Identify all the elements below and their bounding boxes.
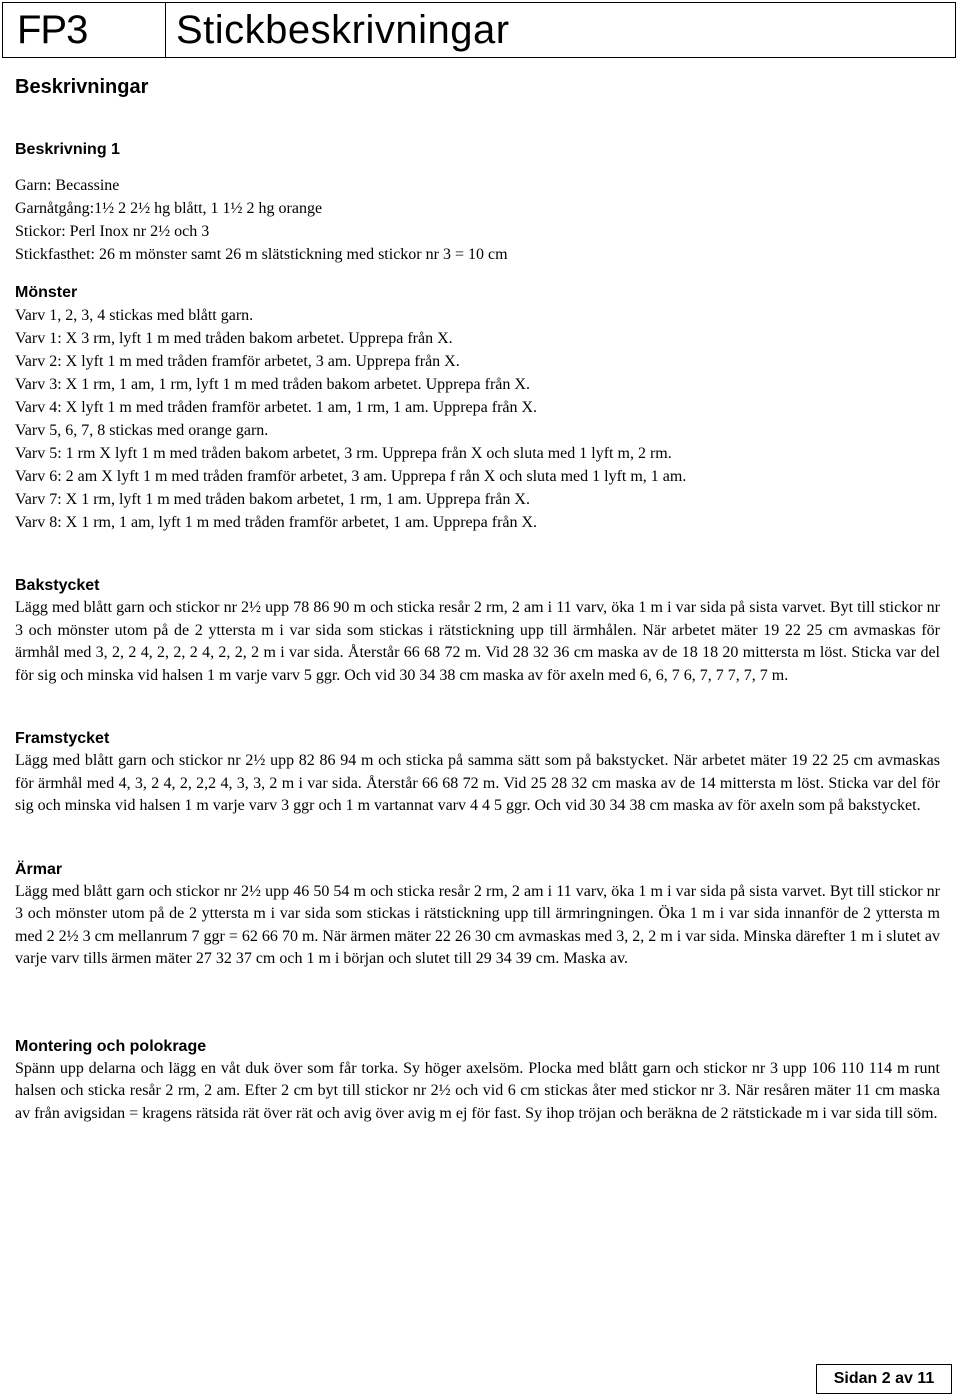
monster-lines bbox=[15, 304, 940, 534]
monster-line: Varv 2: X lyft 1 m med tråden framför arbetet, 3 am. Upprepa från X. bbox=[15, 353, 460, 370]
section-title-monster: Mönster bbox=[15, 284, 78, 301]
framstycket-text: Lägg med blått garn och stickor nr 2½ upp 82 86 94 m och sticka på samma sätt som på bakstycket. När arbetet mäter 19 22 25 cm avmaskas för ärmhål med 4, 3, 2 4, 2, 2,2 4, 3, 3, 2 m i var sida. Återstår 66 68 72 m. Vid 25 28 32 cm maska av de 14 mittersta m löst. Sticka var del för sig och minska vid halsen 1 m varje varv 3 ggr och 1 m vartannat varv 4 4 5 ggr. Och vid 30 34 38 cm maska av för axeln som på bakstycket. bbox=[15, 752, 940, 814]
beskrivning-line: Stickfasthet: 26 m mönster samt 26 m slätstickning med stickor nr 3 = 10 cm bbox=[15, 246, 508, 263]
section-title-beskrivning: Beskrivning 1 bbox=[15, 141, 120, 158]
monster-line: Varv 3: X 1 rm, 1 am, 1 rm, lyft 1 m med tråden bakom arbetet. Upprepa från X. bbox=[15, 376, 530, 393]
beskrivning-line: Garnåtgång:1½ 2 2½ hg blått, 1 1½ 2 hg orange bbox=[15, 200, 323, 217]
beskrivning-lines bbox=[15, 174, 940, 266]
beskrivning-line: Garn: Becassine bbox=[15, 177, 120, 194]
section-title-armar: Ärmar bbox=[15, 860, 63, 878]
beskrivning-line: Stickor: Perl Inox nr 2½ och 3 bbox=[15, 223, 210, 240]
monster-line: Varv 5, 6, 7, 8 stickas med orange garn. bbox=[15, 422, 269, 439]
section-title-bakstycket: Bakstycket bbox=[15, 577, 100, 594]
monster-line: Varv 4: X lyft 1 m med tråden framför arbetet. 1 am, 1 rm, 1 am. Upprepa från X. bbox=[15, 399, 538, 416]
section-title-montering: Montering och polokrage bbox=[15, 1037, 207, 1055]
monster-line: Varv 6: 2 am X lyft 1 m med tråden framför arbetet, 3 am. Upprepa f rån X och sluta med 1 lyft m, 1 am. bbox=[15, 468, 687, 485]
main-heading: Beskrivningar bbox=[15, 76, 149, 98]
document-code: FP3 bbox=[3, 3, 166, 57]
monster-line: Varv 1, 2, 3, 4 stickas med blått garn. bbox=[15, 307, 254, 324]
content bbox=[15, 138, 940, 1125]
section-title-framstycket: Framstycket bbox=[15, 730, 110, 747]
montering-text: Spänn upp delarna och lägg en våt duk över som får torka. Sy höger axelsöm. Plocka med blått garn och stickor nr 3 upp 106 110 114 m runt halsen och sticka resår 2 rm, 2 am. Efter 2 cm byt till stickor nr 2½ och vid 6 cm stickas åter med stickor nr 3. När resåren mäter 11 cm maska av från avigsidan = kragens rätsida rät över rät och avig över avig m ej för fast. Sy ihop tröjan och beräkna de 2 rätstickade m i var sida till söm. bbox=[15, 1059, 940, 1122]
monster-line: Varv 7: X 1 rm, lyft 1 m med tråden bakom arbetet, 1 rm, 1 am. Upprepa från X. bbox=[15, 491, 530, 508]
monster-line: Varv 5: 1 rm X lyft 1 m med tråden bakom arbetet, 3 rm. Upprepa från X och sluta med 1 lyft m, 2 rm. bbox=[15, 445, 672, 462]
monster-line: Varv 8: X 1 rm, 1 am, lyft 1 m med tråden framför arbetet, 1 am. Upprepa från X. bbox=[15, 514, 538, 531]
page-header bbox=[2, 2, 956, 58]
document-title: Stickbeskrivningar bbox=[176, 8, 510, 52]
bakstycket-text: Lägg med blått garn och stickor nr 2½ upp 78 86 90 m och sticka resår 2 rm, 2 am i 11 varv, öka 1 m i var sida på sista varvet. Byt till stickor nr 3 och mönster utom på de 2 yttersta m i var sida som stickas i rätstickning upp till ärmhålen. När arbetet mäter 19 22 25 cm avmaskas för ärmhål med 3, 2, 2 4, 2, 2, 2 4, 2, 2, 2 m i var sida. Återstår 66 68 72 m. Vid 28 32 36 cm maska av de 18 18 20 mittersta m löst. Sticka var del för sig och minska vid halsen 1 m varje varv 5 ggr. Och vid 30 34 38 cm maska av för axeln med 6, 6, 7 6, 7, 7 7, 7, 7 m. bbox=[15, 599, 940, 684]
armar-text: Lägg med blått garn och stickor nr 2½ upp 46 50 54 m och sticka resår 2 rm, 2 am i 11 varv, öka 1 m i var sida på sista varvet. Byt till stickor nr 3 och mönster utom på de 2 yttersta m i var sida som stickas i rätstickning upp till ärmringningen. Öka 1 m i var sida innanför de 2 yttersta m med 2 2½ 3 cm mellanrum 7 ggr = 62 66 70 m. När ärmen mäter 22 26 30 cm avmaskas med 3, 2, 2 m i var sida. Minska därefter 1 m i slutet av varje varv tills ärmen mäter 27 32 37 cm och 1 m i början och slutet till 29 34 39 cm. Maska av. bbox=[15, 882, 940, 967]
monster-line: Varv 1: X 3 rm, lyft 1 m med tråden bakom arbetet. Upprepa från X. bbox=[15, 330, 453, 347]
page-number: Sidan 2 av 11 bbox=[816, 1364, 952, 1394]
